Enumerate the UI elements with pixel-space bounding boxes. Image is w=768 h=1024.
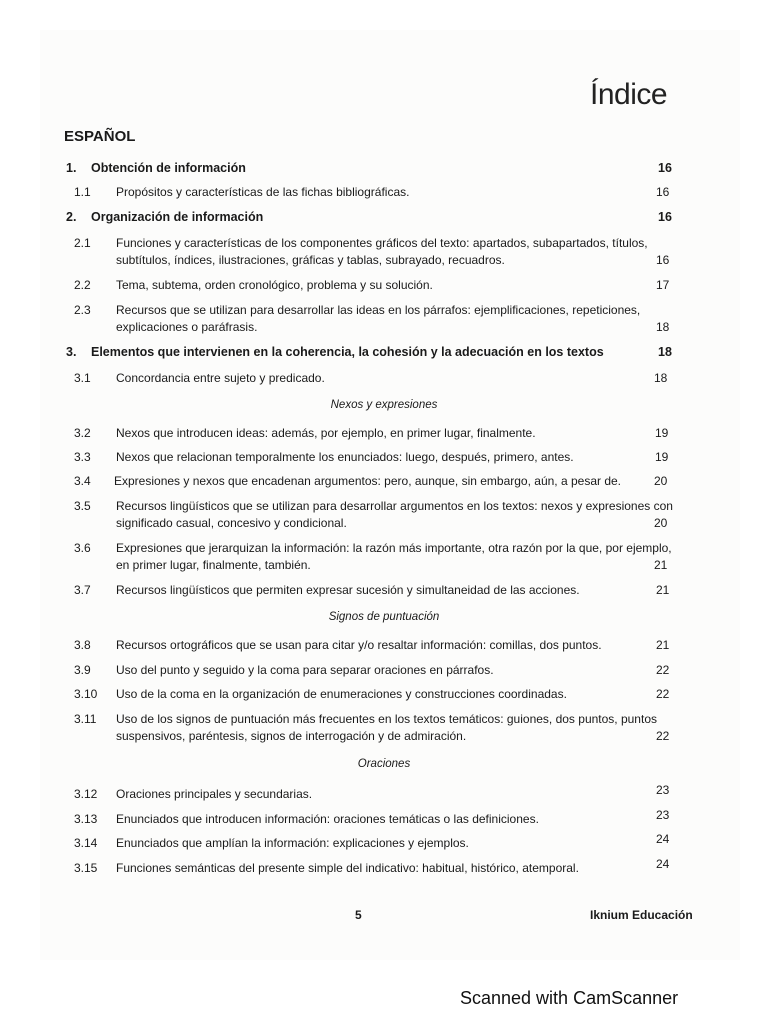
entry-text: Recursos lingüísticos que se utilizan para desarrollar argumentos en los textos: nexos y expresiones con <box>116 499 673 513</box>
entry-number: 3.15 <box>74 861 98 875</box>
footer-publisher: Iknium Educación <box>590 908 693 922</box>
entry-number: 2.2 <box>74 278 91 292</box>
entry-number: 3.4 <box>74 474 91 488</box>
entry-text: Uso de la coma en la organización de enumeraciones y construcciones coordinadas. <box>116 687 567 701</box>
entry-text: Uso de los signos de puntuación más frecuentes en los textos temáticos: guiones, dos puntos, puntos <box>116 712 657 726</box>
entry-number: 2.1 <box>74 236 91 250</box>
entry-text: Funciones y características de los componentes gráficos del texto: apartados, subapartados, títulos, <box>116 236 648 250</box>
entry-text: Recursos que se utilizan para desarrollar las ideas en los párrafos: ejemplificaciones, repeticiones, <box>116 303 641 317</box>
entry-number: 3.12 <box>74 787 98 801</box>
entry-number: 3.11 <box>74 712 97 726</box>
entry-number: 2. <box>66 210 77 224</box>
entry-page: 23 <box>656 783 670 797</box>
entry-page: 18 <box>654 371 668 385</box>
section-heading: ESPAÑOL <box>64 128 136 145</box>
entry-page: 21 <box>656 583 670 597</box>
entry-text: Tema, subtema, orden cronológico, problema y su solución. <box>116 278 433 292</box>
entry-page: 24 <box>656 832 670 846</box>
entry-page: 16 <box>658 161 672 175</box>
entry-number: 3.5 <box>74 499 91 513</box>
entry-page: 16 <box>658 210 672 224</box>
entry-number: 3.8 <box>74 638 91 652</box>
entry-text: Nexos que relacionan temporalmente los enunciados: luego, después, primero, antes. <box>116 450 574 464</box>
entry-text: Concordancia entre sujeto y predicado. <box>116 371 325 385</box>
entry-page: 21 <box>654 558 668 572</box>
entry-text-continued: suspensivos, paréntesis, signos de interrogación y de admiración. <box>116 729 467 743</box>
entry-text: Organización de información <box>91 210 264 224</box>
entry-page: 20 <box>654 474 668 488</box>
entry-text-continued: significado casual, concesivo y condicional. <box>116 516 347 530</box>
entry-number: 3.10 <box>74 687 98 701</box>
entry-number: 3.2 <box>74 426 91 440</box>
entry-text: Propósitos y características de las fichas bibliográficas. <box>116 185 410 199</box>
entry-number: 1.1 <box>74 185 91 199</box>
entry-text: Recursos lingüísticos que permiten expresar sucesión y simultaneidad de las acciones. <box>116 583 580 597</box>
entry-page: 22 <box>656 687 670 701</box>
entry-page: 16 <box>656 185 670 199</box>
subheading-signos: Signos de puntuación <box>328 611 440 623</box>
entry-number: 3.6 <box>74 541 91 555</box>
entry-page: 23 <box>656 808 670 822</box>
entry-number: 3.3 <box>74 450 91 464</box>
entry-page: 19 <box>655 450 669 464</box>
entry-text: Enunciados que introducen información: oraciones temáticas o las definiciones. <box>116 812 539 826</box>
entry-text-continued: subtítulos, índices, ilustraciones, gráficas y tablas, subrayado, recuadros. <box>116 253 505 267</box>
index-title: Índice <box>590 78 668 111</box>
entry-text: Funciones semánticas del presente simple del indicativo: habitual, histórico, atemporal. <box>116 861 579 875</box>
entry-text: Oraciones principales y secundarias. <box>116 787 313 801</box>
entry-page: 18 <box>658 345 672 359</box>
entry-number: 3.14 <box>74 836 98 850</box>
entry-text-continued: en primer lugar, finalmente, también. <box>116 558 311 572</box>
entry-text: Expresiones y nexos que encadenan argumentos: pero, aunque, sin embargo, aún, a pesar de. <box>114 474 622 488</box>
entry-text: Nexos que introducen ideas: además, por ejemplo, en primer lugar, finalmente. <box>116 426 536 440</box>
entry-page: 22 <box>656 663 670 677</box>
subheading-oraciones: Oraciones <box>357 758 411 770</box>
entry-text: Enunciados que amplían la información: explicaciones y ejemplos. <box>116 836 469 850</box>
subheading-nexos: Nexos y expresiones <box>330 399 438 411</box>
entry-page: 16 <box>656 253 670 267</box>
entry-text: Obtención de información <box>91 161 246 175</box>
entry-page: 21 <box>656 638 670 652</box>
footer-page-number: 5 <box>355 908 362 922</box>
entry-number: 3.7 <box>74 583 91 597</box>
entry-number: 3.13 <box>74 812 98 826</box>
scanner-watermark: Scanned with CamScanner <box>460 988 679 1008</box>
entry-number: 3.9 <box>74 663 91 677</box>
entry-text: Elementos que intervienen en la coherencia, la cohesión y la adecuación en los textos <box>91 345 604 359</box>
entry-page: 24 <box>656 857 670 871</box>
entry-page: 19 <box>655 426 669 440</box>
entry-text-continued: explicaciones o paráfrasis. <box>116 320 258 334</box>
entry-number: 1. <box>66 161 77 175</box>
entry-number: 2.3 <box>74 303 91 317</box>
entry-page: 20 <box>654 516 668 530</box>
entry-page: 18 <box>656 320 670 334</box>
entry-page: 17 <box>656 278 670 292</box>
entry-number: 3. <box>66 345 77 359</box>
entry-text: Expresiones que jerarquizan la información: la razón más importante, otra razón por la que, por ejemplo, <box>116 541 672 555</box>
entry-number: 3.1 <box>74 371 91 385</box>
entry-page: 22 <box>656 729 670 743</box>
entry-text: Recursos ortográficos que se usan para citar y/o resaltar información: comillas, dos puntos. <box>116 638 602 652</box>
entry-text: Uso del punto y seguido y la coma para separar oraciones en párrafos. <box>116 663 494 677</box>
